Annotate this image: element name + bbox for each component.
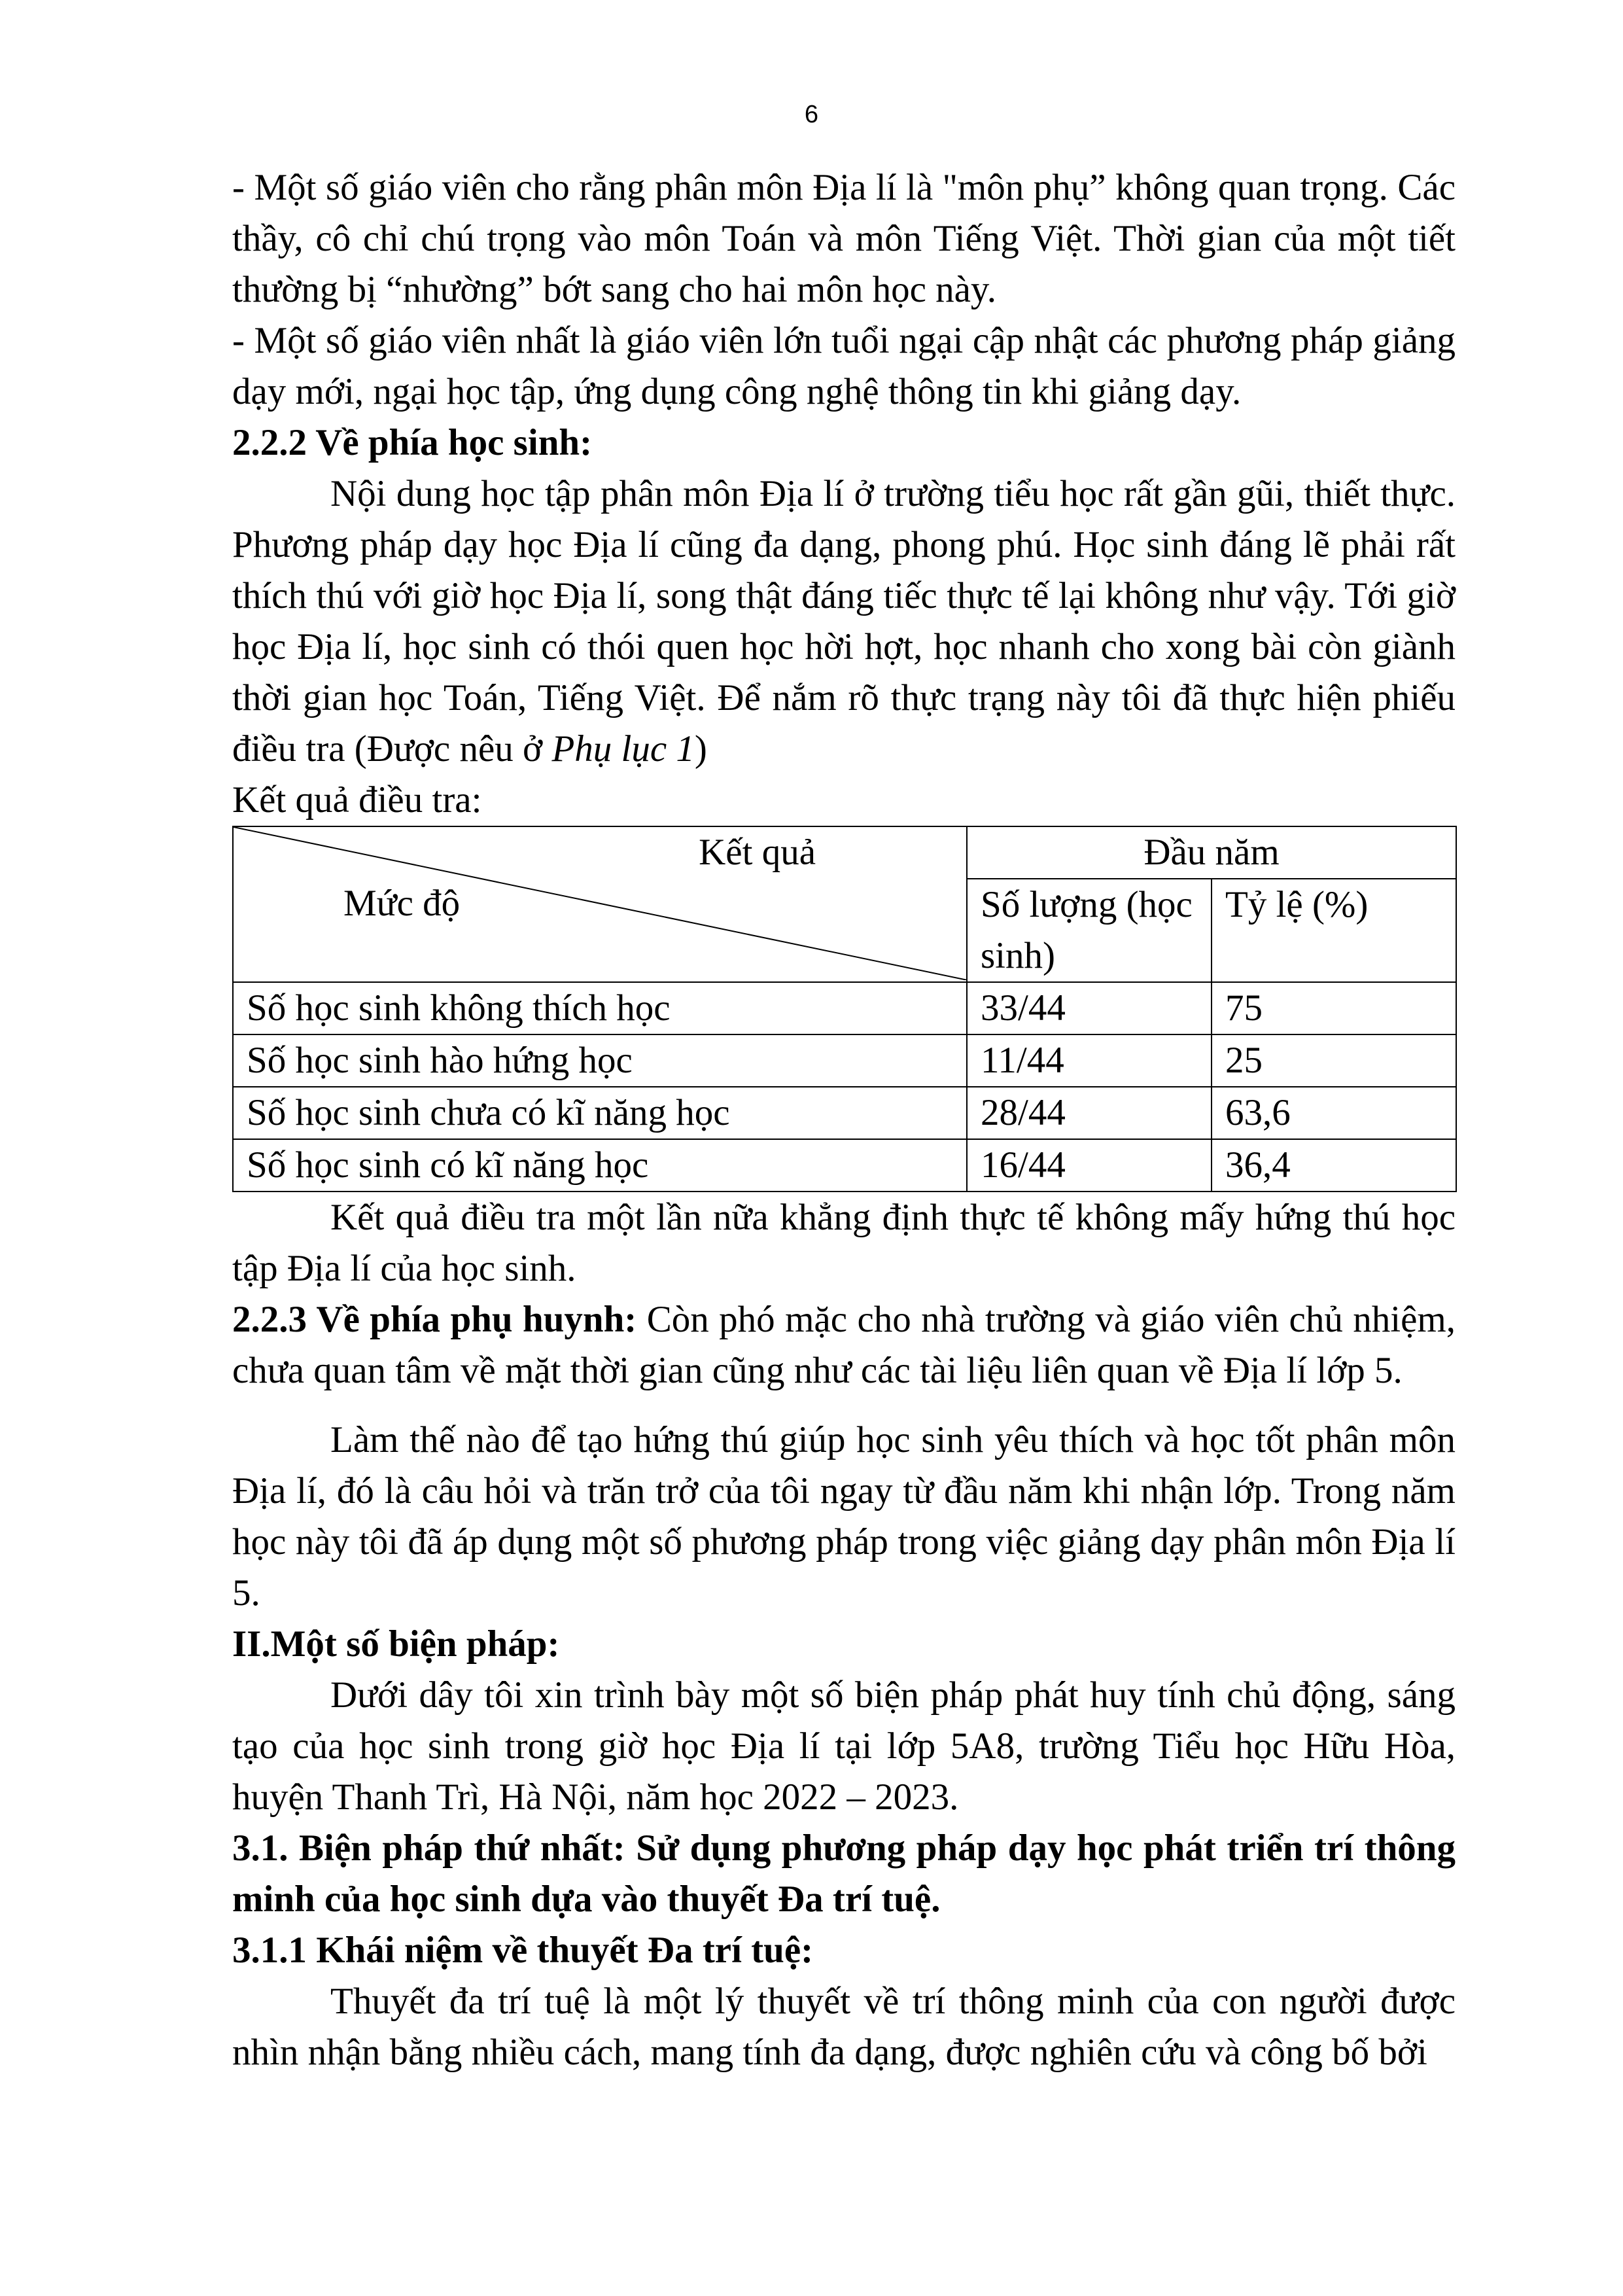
row-label: Số học sinh có kĩ năng học [233,1139,967,1192]
table-corner-cell [233,826,967,982]
paragraph-teachers-subject: - Một số giáo viên cho rằng phân môn Địa lí là "môn phụ” không quan trọng. Các thầy, cô chỉ chú trọng vào môn Toán và môn Tiếng Việt. Thời gian của một tiết thường bị “nhường” bớt sang cho hai môn học này. [232,167,1456,310]
table-row [233,1087,1456,1139]
table-header-row [233,826,1456,879]
header-percent: Tỷ lệ (%) [1212,879,1456,982]
row-label: Số học sinh chưa có kĩ năng học [233,1087,967,1139]
paragraph-students-close: ) [694,728,707,769]
corner-label-level: Mức độ [343,883,461,924]
survey-label: Kết quả điều tra: [232,779,482,821]
corner-label-result: Kết quả [699,832,816,873]
table-row [233,1034,1456,1087]
row-count: 11/44 [967,1034,1212,1087]
paragraph-after-table: Kết quả điều tra một lần nữa khẳng định thực tế không mấy hứng thú học tập Địa lí của học sinh. [232,1197,1456,1289]
row-label: Số học sinh hào hứng học [233,1034,967,1087]
row-label: Số học sinh không thích học [233,982,967,1034]
appendix-reference: Phụ lục 1 [551,728,695,769]
paragraph-students-text: Nội dung học tập phân môn Địa lí ở trường tiểu học rất gần gũi, thiết thực. Phương pháp dạy học Địa lí cũng đa dạng, phong phú. Học sinh đáng lẽ phải rất thích thú với giờ học Địa lí, song thật đáng tiếc thực tế lại không như vậy. Tới giờ học Địa lí, học sinh có thói quen học hời hợt, học nhanh cho xong bài còn giành thời gian học Toán, Tiếng Việt. Để nắm rõ thực trạng này tôi đã thực hiện phiếu điều tra (Được nêu ở [232,473,1456,769]
table-row [233,1139,1456,1192]
heading-measure-one: 3.1. Biện pháp thứ nhất: Sử dụng phương pháp dạy học phát triển trí thông minh của học sinh dựa vào thuyết Đa trí tuệ. [232,1828,1456,1920]
paragraph-measures: Dưới dây tôi xin trình bày một số biện pháp phát huy tính chủ động, sáng tạo của học sinh trong giờ học Địa lí tại lớp 5A8, trường Tiểu học Hữu Hòa, huyện Thanh Trì, Hà Nội, năm học 2022 – 2023. [232,1674,1456,1818]
paragraph-question: Làm thế nào để tạo hứng thú giúp học sinh yêu thích và học tốt phân môn Địa lí, đó là câu hỏi và trăn trở của tôi ngay từ đầu năm khi nhận lớp. Trong năm học này tôi đã áp dụng một số phương pháp trong việc giảng dạy phân môn Địa lí 5. [232,1419,1456,1614]
row-percent: 36,4 [1212,1139,1456,1192]
row-count: 33/44 [967,982,1212,1034]
row-percent: 63,6 [1212,1087,1456,1139]
paragraph-multiple-intelligences: Thuyết đa trí tuệ là một lý thuyết về trí thông minh của con người được nhìn nhận bằng nhiều cách, mang tính đa dạng, được nghiên cứu và công bố bởi [232,1981,1456,2073]
page-number: 6 [804,101,819,128]
paragraph-students [232,468,1456,775]
table-row [233,982,1456,1034]
paragraph-parents-text: Còn phó mặc cho nhà trường và giáo viên chủ nhiệm, chưa quan tâm về mặt thời gian cũng như các tài liệu liên quan về Địa lí lớp 5. [232,1299,1456,1391]
heading-parents: 2.2.3 Về phía phụ huynh: [232,1299,637,1340]
row-percent: 25 [1212,1034,1456,1087]
heading-multiple-intelligences: 3.1.1 Khái niệm về thuyết Đa trí tuệ: [232,1930,814,1971]
page-content [232,162,1456,2078]
header-count: Số lượng (học sinh) [967,879,1212,982]
row-count: 16/44 [967,1139,1212,1192]
heading-students: 2.2.2 Về phía học sinh: [232,422,593,463]
header-start-of-year: Đầu năm [967,826,1456,879]
row-percent: 75 [1212,982,1456,1034]
survey-table [232,826,1457,1192]
paragraph-teachers-methods: - Một số giáo viên nhất là giáo viên lớn tuổi ngại cập nhật các phương pháp giảng dạy mới, ngại học tập, ứng dụng công nghệ thông tin khi giảng dạy. [232,320,1456,412]
paragraph-parents [232,1294,1456,1396]
heading-measures: II.Một số biện pháp: [232,1623,560,1665]
row-count: 28/44 [967,1087,1212,1139]
